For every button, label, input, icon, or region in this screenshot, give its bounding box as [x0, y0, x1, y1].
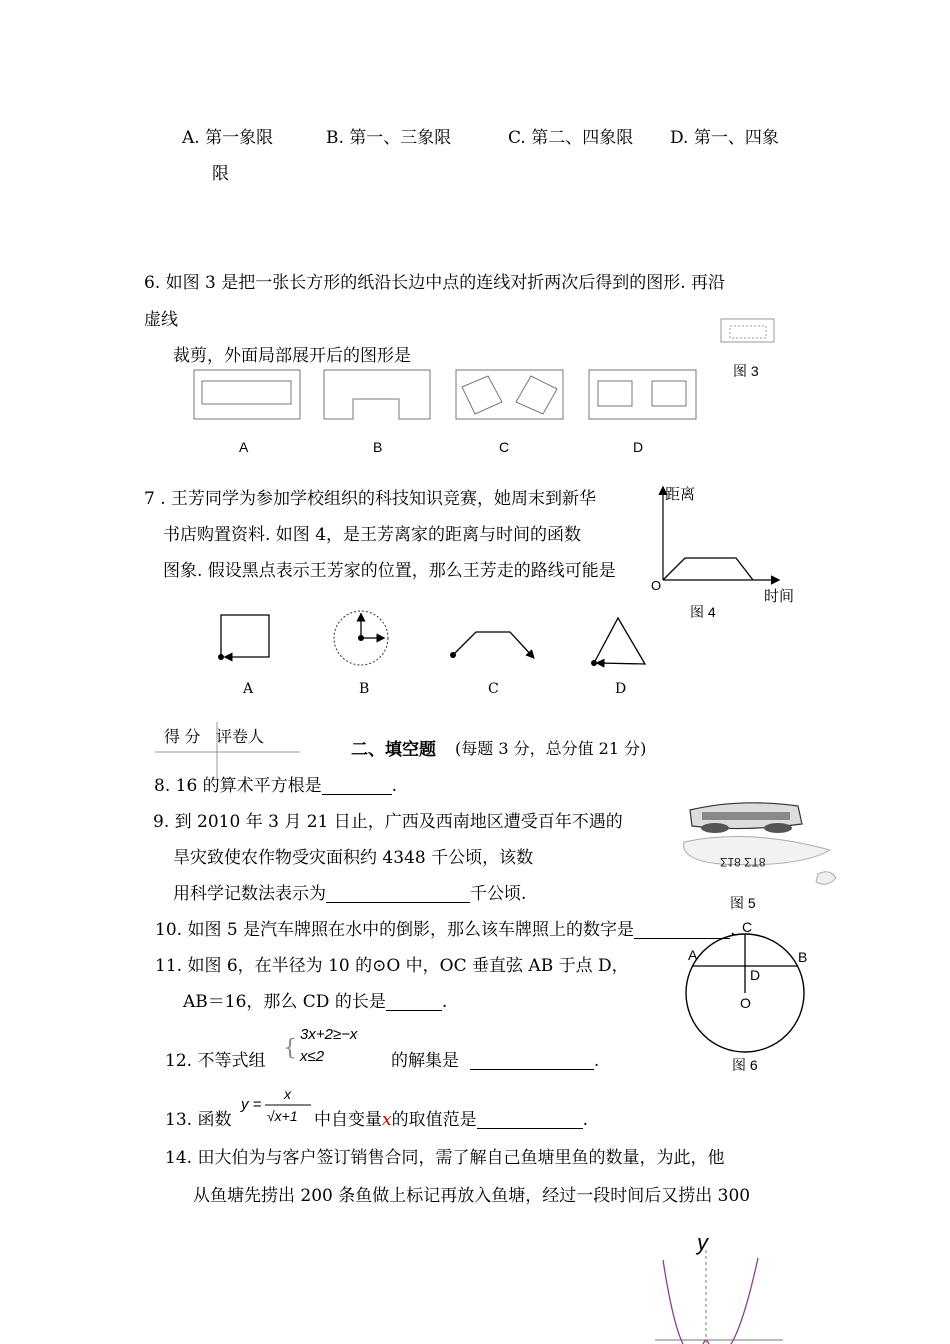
figure-6-point-o: O — [740, 995, 751, 1011]
q7-choice-d-label: D — [615, 681, 627, 697]
q9-answer-blank[interactable] — [326, 901, 470, 903]
figure-5-caption: 图 5 — [730, 895, 756, 911]
q7-choice-b-figure — [330, 608, 394, 668]
q10-text — [155, 922, 735, 939]
figure-6-circle — [684, 932, 808, 1056]
q11-line-2 — [183, 994, 447, 1011]
q8-period: . — [391, 776, 398, 796]
q10-prompt: 10. 如图 5 是汽车牌照在水中的倒影，那么该车牌照上的数字是 — [155, 920, 635, 940]
figure-4-y-label: 距离 — [665, 486, 696, 503]
q11-line-1: 11. 如图 6，在半径为 10 的⊙O 中，OC 垂直弦 AB 于点 D， — [155, 956, 629, 976]
q9-prompt: 用科学记数法表示为 — [173, 884, 326, 904]
q12-brace: { — [283, 1036, 297, 1061]
section-title: 二、填空题 — [351, 740, 436, 759]
q7-choice-a-figure — [214, 610, 276, 666]
q6-choice-d-figure — [588, 369, 698, 421]
q12-inequality-2: x≤2 — [300, 1048, 325, 1065]
figure-6-caption: 图 6 — [732, 1057, 758, 1073]
q13-func-numerator: x — [284, 1086, 291, 1102]
score-label: 得 分 — [164, 729, 201, 746]
q7-choice-c-label: C — [488, 681, 499, 697]
q13-variable: x — [382, 1110, 392, 1130]
bottom-graph-parabola — [655, 1250, 785, 1344]
q5-option-b: B. 第一、三象限 — [326, 128, 452, 148]
q7-choice-c-figure — [448, 626, 538, 662]
q13-answer-blank[interactable] — [477, 1127, 583, 1129]
q8-text — [154, 778, 397, 795]
grader-label: 评卷人 — [216, 729, 265, 746]
q8-answer-blank[interactable] — [322, 793, 392, 795]
q6-choice-b-figure — [323, 369, 433, 421]
q6-choice-c-figure — [455, 369, 565, 421]
q6-line-2: 虚线 — [144, 310, 178, 330]
q9-line-2: 旱灾致使农作物受灾面积约 4348 千公顷，该数 — [173, 848, 534, 868]
q9-line-1: 9. 到 2010 年 3 月 21 日止，广西及西南地区遭受百年不遇的 — [153, 812, 623, 832]
q9-line-3 — [173, 886, 526, 903]
q13-func-lhs: y = — [241, 1096, 262, 1113]
q13-tail — [314, 1112, 588, 1129]
q12-suffix: 的解集是 — [391, 1051, 459, 1071]
q11-period: . — [441, 992, 448, 1012]
q6-choice-d-label: D — [633, 439, 644, 455]
q6-choice-a-label: A — [239, 439, 249, 455]
figure-4-origin: O — [651, 578, 662, 593]
q11-prompt: AB＝16，那么 CD 的长是 — [183, 992, 386, 1012]
bottom-graph-y-label: y — [697, 1230, 708, 1255]
q12-tail — [391, 1053, 599, 1070]
q7-choice-d-figure — [588, 612, 652, 668]
figure-4-caption: 图 4 — [690, 604, 716, 620]
q10-period: . — [730, 920, 736, 940]
q13-period: . — [582, 1110, 588, 1130]
q9-unit: 千公顷. — [470, 884, 527, 904]
q12-answer-blank[interactable] — [470, 1068, 594, 1070]
q7-choice-a-label: A — [243, 681, 254, 697]
section-note: (每题 3 分，总分值 21 分) — [455, 739, 647, 758]
q14-line-1: 14. 田大伯为与客户签订销售合同，需了解自己鱼塘里鱼的数量，为此，他 — [165, 1148, 725, 1168]
q7-line-3: 图象. 假设黑点表示王芳家的位置，那么王芳走的路线可能是 — [163, 561, 616, 581]
q6-line-1: 6. 如图 3 是把一张长方形的纸沿长边中点的连线对折两次后得到的图形. 再沿 — [144, 273, 726, 293]
figure-6-point-a: A — [688, 947, 698, 963]
q5-option-c: C. 第二、四象限 — [508, 128, 634, 148]
q6-choice-b-label: B — [373, 439, 383, 455]
figure-6-point-d: D — [750, 967, 761, 983]
figure-6-point-c: C — [742, 919, 753, 935]
figure-4-x-label: 时间 — [764, 588, 795, 605]
q12-inequality-1: 3x+2≥−x — [300, 1026, 358, 1043]
q13-text-b: 中自变量 — [314, 1110, 382, 1130]
q11-answer-blank[interactable] — [386, 1009, 442, 1011]
q12-prompt: 12. 不等式组 — [165, 1051, 266, 1071]
q7-line-1: 7 . 王芳同学为参加学校组织的科技知识竞赛，她周末到新华 — [144, 489, 597, 509]
q13-text-c: 的取值范是 — [391, 1110, 477, 1130]
figure-3 — [720, 318, 776, 344]
q13-func-denominator: √x+1 — [267, 1108, 298, 1124]
q5-option-d: D. 第一、四象 — [670, 128, 779, 148]
q5-option-a: A. 第一象限 — [182, 128, 274, 148]
q12-period: . — [593, 1051, 600, 1071]
figure-5-car-reflection — [680, 798, 840, 890]
q13-prompt: 13. 函数 — [165, 1110, 232, 1130]
q5-option-d-continued: 限 — [212, 164, 229, 184]
q7-choice-b-label: B — [359, 681, 370, 697]
q6-line-3: 裁剪，外面局部展开后的图形是 — [173, 346, 411, 366]
q7-line-2: 书店购置资料. 如图 4，是王芳离家的距离与时间的函数 — [163, 525, 582, 545]
q6-choice-c-label: C — [499, 439, 510, 455]
q8-prompt: 8. 16 的算术平方根是 — [154, 776, 322, 796]
q6-choice-a-figure — [193, 369, 303, 421]
figure-5-plate-text: Σ18 ΣΤ8 — [720, 855, 766, 869]
figure-6-point-b: B — [798, 949, 808, 965]
figure-3-caption: 图 3 — [733, 363, 759, 379]
q14-line-2: 从鱼塘先捞出 200 条鱼做上标记再放入鱼塘，经过一段时间后又捞出 300 — [193, 1186, 751, 1206]
